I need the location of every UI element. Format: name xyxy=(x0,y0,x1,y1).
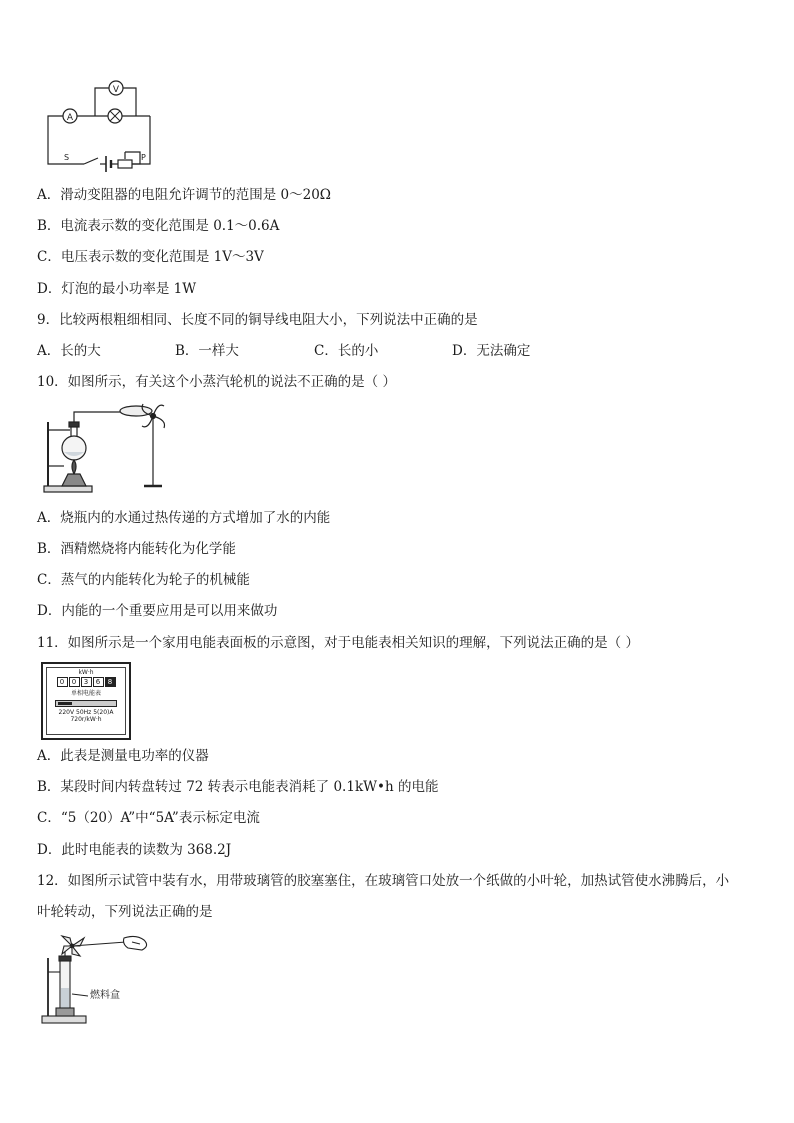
q9-option-c: C．长的小 xyxy=(314,343,379,359)
voltmeter-symbol xyxy=(109,81,123,95)
circuit-diagram xyxy=(40,76,160,172)
meter-digit: 3 xyxy=(81,677,92,687)
meter-digit: 0 xyxy=(57,677,68,687)
q9-stem: 9．比较两根粗细相同、长度不同的铜导线电阻大小，下列说法中正确的是 xyxy=(37,312,478,328)
svg-text:A: A xyxy=(66,113,74,123)
meter-digit: 6 xyxy=(93,677,104,687)
q11-option-b: B．某段时间内转盘转过 72 转表示电能表消耗了 0.1kW•h 的电能 xyxy=(37,779,439,795)
meter-digit: 0 xyxy=(69,677,80,687)
q8-option-b: B．电流表示数的变化范围是 0.1～0.6A xyxy=(37,218,280,234)
ammeter-symbol xyxy=(63,109,77,123)
meter-disc xyxy=(55,700,117,707)
lamp-symbol xyxy=(108,109,122,123)
meter-name: 单相电能表 xyxy=(70,690,101,697)
meter-digits xyxy=(47,677,125,687)
meter-digit: 8 xyxy=(105,677,116,687)
q10-option-a: A．烧瓶内的水通过热传递的方式增加了水的内能 xyxy=(37,510,331,526)
q11-option-d: D．此时电能表的读数为 368.2J xyxy=(37,842,232,858)
q12-stem-line2: 叶轮转动，下列说法正确的是 xyxy=(37,904,213,920)
q10-option-b: B．酒精燃烧将内能转化为化学能 xyxy=(37,541,236,557)
q10-option-d: D．内能的一个重要应用是可以用来做功 xyxy=(37,603,278,619)
meter-spec: 220V 50Hz 5(20)A xyxy=(58,709,114,716)
meter-rev: 720r/kW·h xyxy=(70,716,102,723)
q9-option-b: B．一样大 xyxy=(175,343,239,359)
q11-option-a: A．此表是测量电功率的仪器 xyxy=(37,748,209,764)
q12-stem-line1: 12．如图所示试管中装有水，用带玻璃管的胶塞塞住，在玻璃管口处放一个纸做的小叶轮，加热试管使水沸腾后，小 xyxy=(37,873,730,889)
q11-stem: 11．如图所示是一个家用电能表面板的示意图，对于电能表相关知识的理解，下列说法正确的是（ ） xyxy=(37,635,639,651)
meter-unit: kW·h xyxy=(78,669,94,676)
q8-option-a: A．滑动变阻器的电阻允许调节的范围是 0～20Ω xyxy=(37,187,332,203)
q8-option-c: C．电压表示数的变化范围是 1V～3V xyxy=(37,249,264,265)
q9-option-d: D．无法确定 xyxy=(452,343,531,359)
test-tube-pinwheel-figure xyxy=(40,932,160,1028)
slider-label: P xyxy=(141,153,146,162)
svg-text:V: V xyxy=(112,85,120,95)
fuel-box-label: 燃料盒 xyxy=(90,990,120,1001)
steam-turbine-figure xyxy=(40,400,180,498)
energy-meter-figure xyxy=(41,662,131,740)
q9-option-a: A．长的大 xyxy=(37,343,101,359)
q11-option-c: C．“5（20）A”中“5A”表示标定电流 xyxy=(37,810,260,826)
q10-stem: 10．如图所示，有关这个小蒸汽轮机的说法不正确的是（ ） xyxy=(37,374,396,390)
q8-option-d: D．灯泡的最小功率是 1W xyxy=(37,281,197,297)
q10-option-c: C．蒸气的内能转化为轮子的机械能 xyxy=(37,572,250,588)
switch-label: S xyxy=(64,153,70,162)
